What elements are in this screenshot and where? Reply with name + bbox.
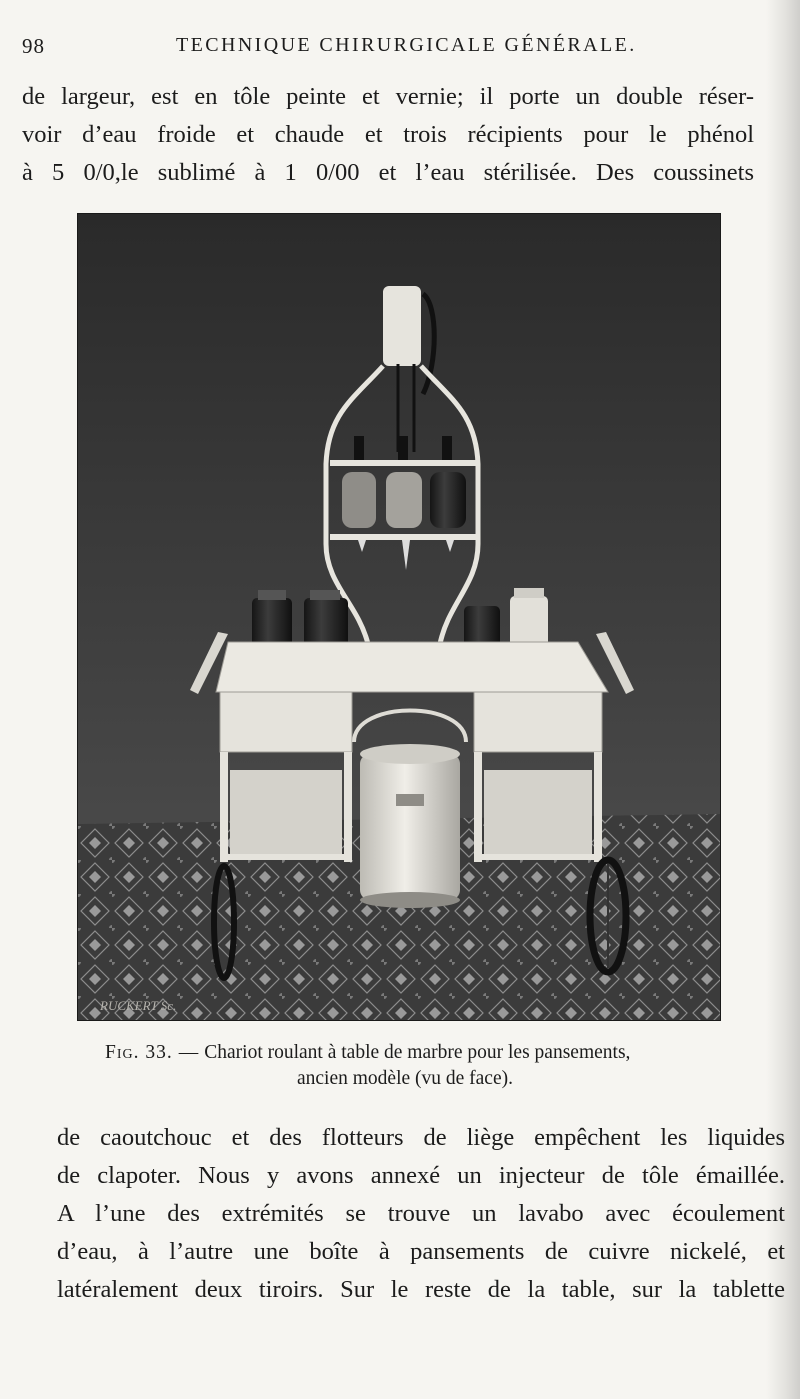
figure-photograph <box>78 214 720 1020</box>
dressing-cart-illustration <box>78 214 720 1020</box>
body-paragraph-top <box>22 78 754 192</box>
body-paragraph-bottom <box>57 1119 785 1309</box>
text-line: A l’une des extrémités se trouve un lavabo avec écoulement <box>57 1200 785 1227</box>
running-head <box>0 32 800 64</box>
text-line: de caoutchouc et des flotteurs de liège empêchent les liquides <box>57 1124 785 1151</box>
text-line: de largeur, est en tôle peinte et vernie; il porte un double réser- <box>22 83 754 110</box>
text-line: voir d’eau froide et chaude et trois récipients pour le phénol <box>22 121 754 148</box>
engraver-signature: RUCKERT Sc. <box>100 998 177 1013</box>
running-title: TECHNIQUE CHIRURGICALE GÉNÉRALE. <box>176 34 637 56</box>
caption-dash: — <box>178 1042 199 1063</box>
caption-text: Chariot roulant à table de marbre pour les pansements, <box>204 1042 631 1063</box>
text-line: d’eau, à l’autre une boîte à pansements de cuivre nickelé, et <box>57 1238 785 1265</box>
text-line: de clapoter. Nous y avons annexé un injecteur de tôle émaillée. <box>57 1162 785 1189</box>
caption-first-line <box>105 1040 730 1066</box>
figure-label: Fig. 33. <box>105 1042 173 1063</box>
text-line: à 5 0/0,le sublimé à 1 0/00 et l’eau stérilisée. Des coussinets <box>22 159 754 186</box>
text-line: latéralement deux tiroirs. Sur le reste de la table, sur la tablette <box>57 1276 785 1303</box>
page-number: 98 <box>22 34 45 58</box>
caption-second-line: ancien modèle (vu de face). <box>296 1068 513 1089</box>
